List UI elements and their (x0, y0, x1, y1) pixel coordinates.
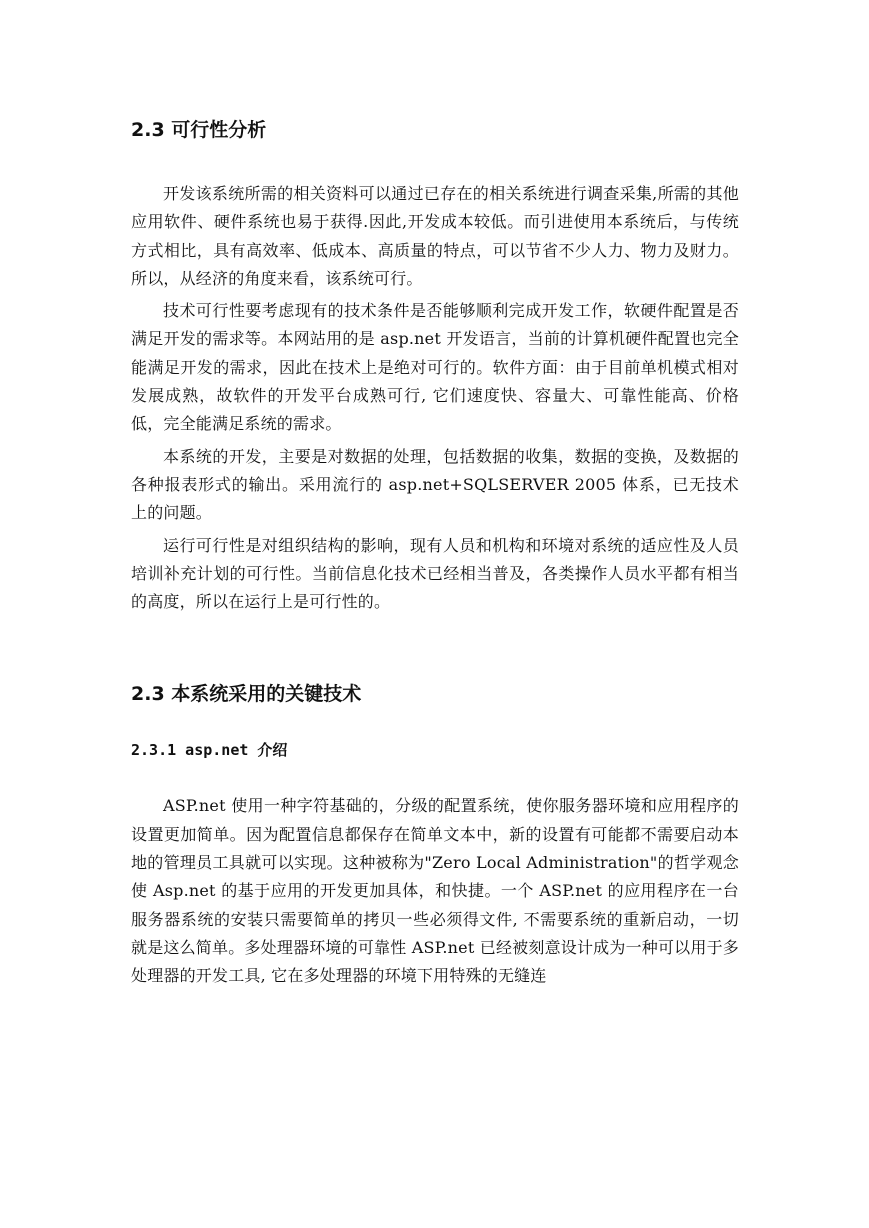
subsection-title-aspnet: 2.3.1 asp.net 介绍 (131, 741, 288, 760)
paragraph-operational-feasibility: 运行可行性是对组织结构的影响，现有人员和机构和环境对系统的适应性及人员培训补充计划的可行性。当前信息化技术已经相当普及，各类操作人员水平都有相当的高度，所以在运行上是可行性的。 (131, 535, 739, 612)
page-content (131, 118, 739, 991)
section-title-feasibility: 2.3 可行性分析 (131, 119, 267, 141)
paragraph-technical-feasibility: 技术可行性要考虑现有的技术条件是否能够顺利完成开发工作，软硬件配置是否满足开发的需求等。本网站用的是 asp.net 开发语言，当前的计算机硬件配置也完全能满足开发的需求，因此在技术上是绝对可行的。软件方面：由于目前单机模式相对发展成熟，故软件的开发平台成熟可行, 它们速度快、容量大、可靠性能高、价格低，完全能满足系统的需求。 (131, 301, 739, 434)
paragraph-data-processing: 本系统的开发，主要是对数据的处理，包括数据的收集，数据的变换，及数据的各种报表形式的输出。采用流行的 asp.net+SQLSERVER 2005 体系，已无技术上的问题。 (131, 446, 739, 523)
section-title-key-technologies: 2.3 本系统采用的关键技术 (131, 683, 362, 706)
paragraph-economic-feasibility: 开发该系统所需的相关资料可以通过已存在的相关系统进行调查采集,所需的其他应用软件、硬件系统也易于获得.因此,开发成本较低。而引进使用本系统后，与传统方式相比，具有高效率、低成本、高质量的特点，可以节省不少人力、物力及财力。所以，从经济的角度来看，该系统可行。 (131, 184, 739, 288)
paragraph-aspnet-intro: ASP.net 使用一种字符基础的，分级的配置系统，使你服务器环境和应用程序的设置更加简单。因为配置信息都保存在简单文本中，新的设置有可能都不需要启动本地的管理员工具就可以实现。这种被称为"Zero Local Administration"的哲学观念使 Asp.net 的基于应用的开发更加具体，和快捷。一个 ASP.net 的应用程序在一台服务器系统的安装只需要简单的拷贝一些必须得文件, 不需要系统的重新启动，一切就是这么简单。多处理器环境的可靠性 ASP.net 已经被刻意设计成为一种可以用于多处理器的开发工具, 它在多处理器的环境下用特殊的无缝连 (131, 796, 739, 986)
